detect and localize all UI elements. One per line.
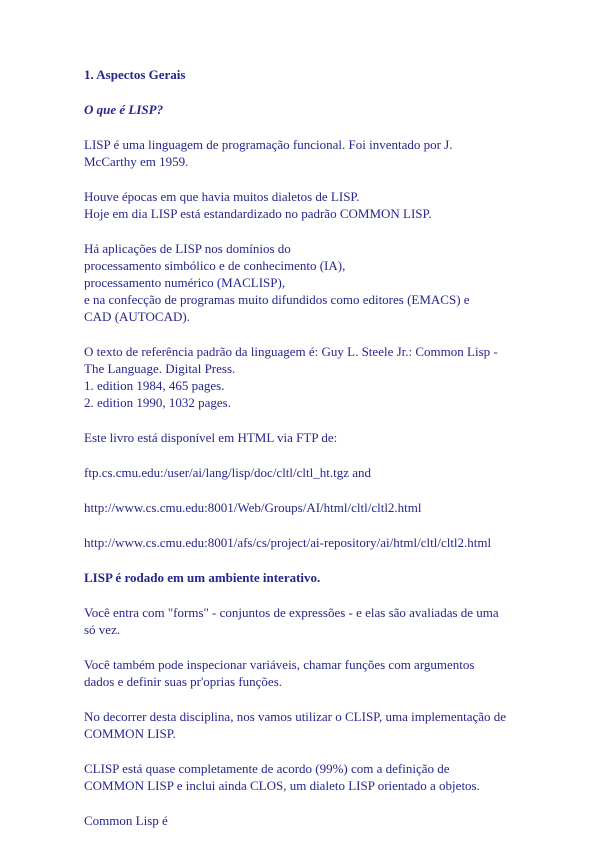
http-link-1[interactable]: http://www.cs.cmu.edu:8001/Web/Groups/AI/html/cltl/cltl2.html [84, 500, 422, 515]
text-line: 2. edition 1990, 1032 pages. [84, 395, 231, 410]
text-line: processamento simbólico e de conhecimento (IA), [84, 258, 346, 273]
paragraph-reference [84, 343, 524, 411]
text-line: processamento numérico (MACLISP), [84, 275, 286, 290]
paragraph-clisp: No decorrer desta disciplina, nos vamos utilizar o CLISP, uma implementação de COMMON LISP. [84, 709, 507, 741]
text-line: Há aplicações de LISP nos domínios do [84, 241, 291, 256]
text-line: Houve épocas em que havia muitos dialetos de LISP. [84, 189, 360, 204]
paragraph-clos: CLISP está quase completamente de acordo (99%) com a definição de COMMON LISP e inclui ainda CLOS, um dialeto LISP orientado a objetos. [84, 761, 480, 793]
text-line: 1. edition 1984, 465 pages. [84, 378, 225, 393]
text-line: CAD (AUTOCAD). [84, 309, 190, 324]
paragraph-availability: Este livro está disponível em HTML via FTP de: [84, 430, 338, 445]
section-heading-interactive: LISP é rodado em um ambiente interativo. [84, 570, 321, 585]
section-subheading: O que é LISP? [84, 102, 164, 117]
document-body [84, 66, 524, 829]
paragraph-common-lisp: Common Lisp é [84, 813, 168, 828]
text-line: Hoje em dia LISP está estandardizado no padrão COMMON LISP. [84, 206, 432, 221]
paragraph-inspect: Você também pode inspecionar variáveis, chamar funções com argumentos dados e definir suas pr'oprias funções. [84, 657, 475, 689]
paragraph-applications [84, 240, 524, 325]
http-link-2[interactable]: http://www.cs.cmu.edu:8001/afs/cs/project/ai-repository/ai/html/cltl/cltl2.html [84, 535, 492, 550]
paragraph-forms: Você entra com "forms" - conjuntos de expressões - e elas são avaliadas de uma só vez. [84, 605, 499, 637]
reference-text: O texto de referência padrão da linguagem é: Guy L. Steele Jr.: Common Lisp - The Language. Digital Press. [84, 344, 498, 376]
paragraph-dialects [84, 188, 524, 222]
text-line: e na confecção de programas muito difundidos como editores (EMACS) e [84, 292, 470, 307]
ftp-link[interactable]: ftp.cs.cmu.edu:/user/ai/lang/lisp/doc/cltl/cltl_ht.tgz and [84, 465, 372, 480]
section-heading: 1. Aspectos Gerais [84, 67, 186, 82]
paragraph-intro: LISP é uma linguagem de programação funcional. Foi inventado por J. McCarthy em 1959. [84, 137, 453, 169]
